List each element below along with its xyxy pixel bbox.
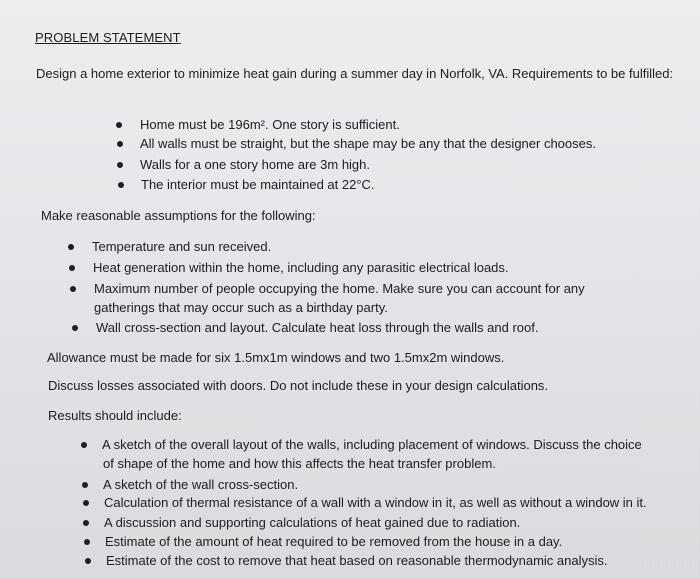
- bullet-icon: [81, 442, 87, 448]
- bullet-icon: [116, 122, 122, 128]
- bullet-icon: [83, 520, 89, 526]
- bullet-icon: [118, 182, 124, 188]
- bullet-icon: [82, 482, 88, 488]
- results-heading: Results should include:: [48, 408, 182, 423]
- bullet-icon: [84, 539, 90, 545]
- bullet-icon: [69, 265, 75, 271]
- bullet-icon: [70, 286, 76, 292]
- intro-paragraph: Design a home exterior to minimize heat gain during a summer day in Norfolk, VA. Requirements to be fulfilled:: [36, 66, 674, 81]
- problem-statement-title: PROBLEM STATEMENT: [35, 30, 181, 45]
- bullet-icon: [83, 500, 89, 506]
- document-page: PROBLEM STATEMENT Design a home exterior to minimize heat gain during a summer day in Norfolk, VA. Requirements to be fulfilled: Home must be 196m². One story is sufficient. All walls must be straight, but the shape may be any that the designer chooses. Walls for a one story home are 3m high. The interior must be maintained at 22°C. Make reasonable assumptions for the following: Temperature and sun received. Heat generation within the home, including any parasitic electrical loads. Maximum number of people occupying the home. Make sure you can account for any gatherings that may occur such as a birthday party. Wall cross-section and layout. Calculate heat loss through the walls and roof. Allowance must be made for six 1.5mx1m windows and two 1.5mx2m windows. Discuss losses associated with doors. Do not include these in your design calculations. Results should include: A sketch of the overall layout of the walls, including placement of windows. Discuss the choice of shape of the home and how this affects the heat transfer problem. A sketch of the wall cross-section. Calculation of thermal resistance of a wall with a window in it, as well as without a window in it. A discussion and supporting calculations of heat gained due to radiation. Estimate of the amount of heat required to be removed from the house in a day. Estimate of the cost to remove that heat based on reasonable thermodynamic analysis.: [0, 0, 700, 579]
- assumptions-heading: Make reasonable assumptions for the following:: [41, 208, 316, 223]
- result-continuation: of shape of the home and how this affects the heat transfer problem.: [103, 456, 496, 471]
- bullet-icon: [85, 558, 91, 564]
- assumption-continuation: gatherings that may occur such as a birthday party.: [94, 300, 388, 315]
- allowance-paragraph: Allowance must be made for six 1.5mx1m windows and two 1.5mx2m windows.: [47, 350, 505, 365]
- bullet-icon: [117, 141, 123, 147]
- bullet-icon: [68, 244, 74, 250]
- doors-paragraph: Discuss losses associated with doors. Do not include these in your design calculations.: [48, 378, 549, 393]
- bullet-icon: [72, 325, 78, 331]
- bullet-icon: [117, 162, 123, 168]
